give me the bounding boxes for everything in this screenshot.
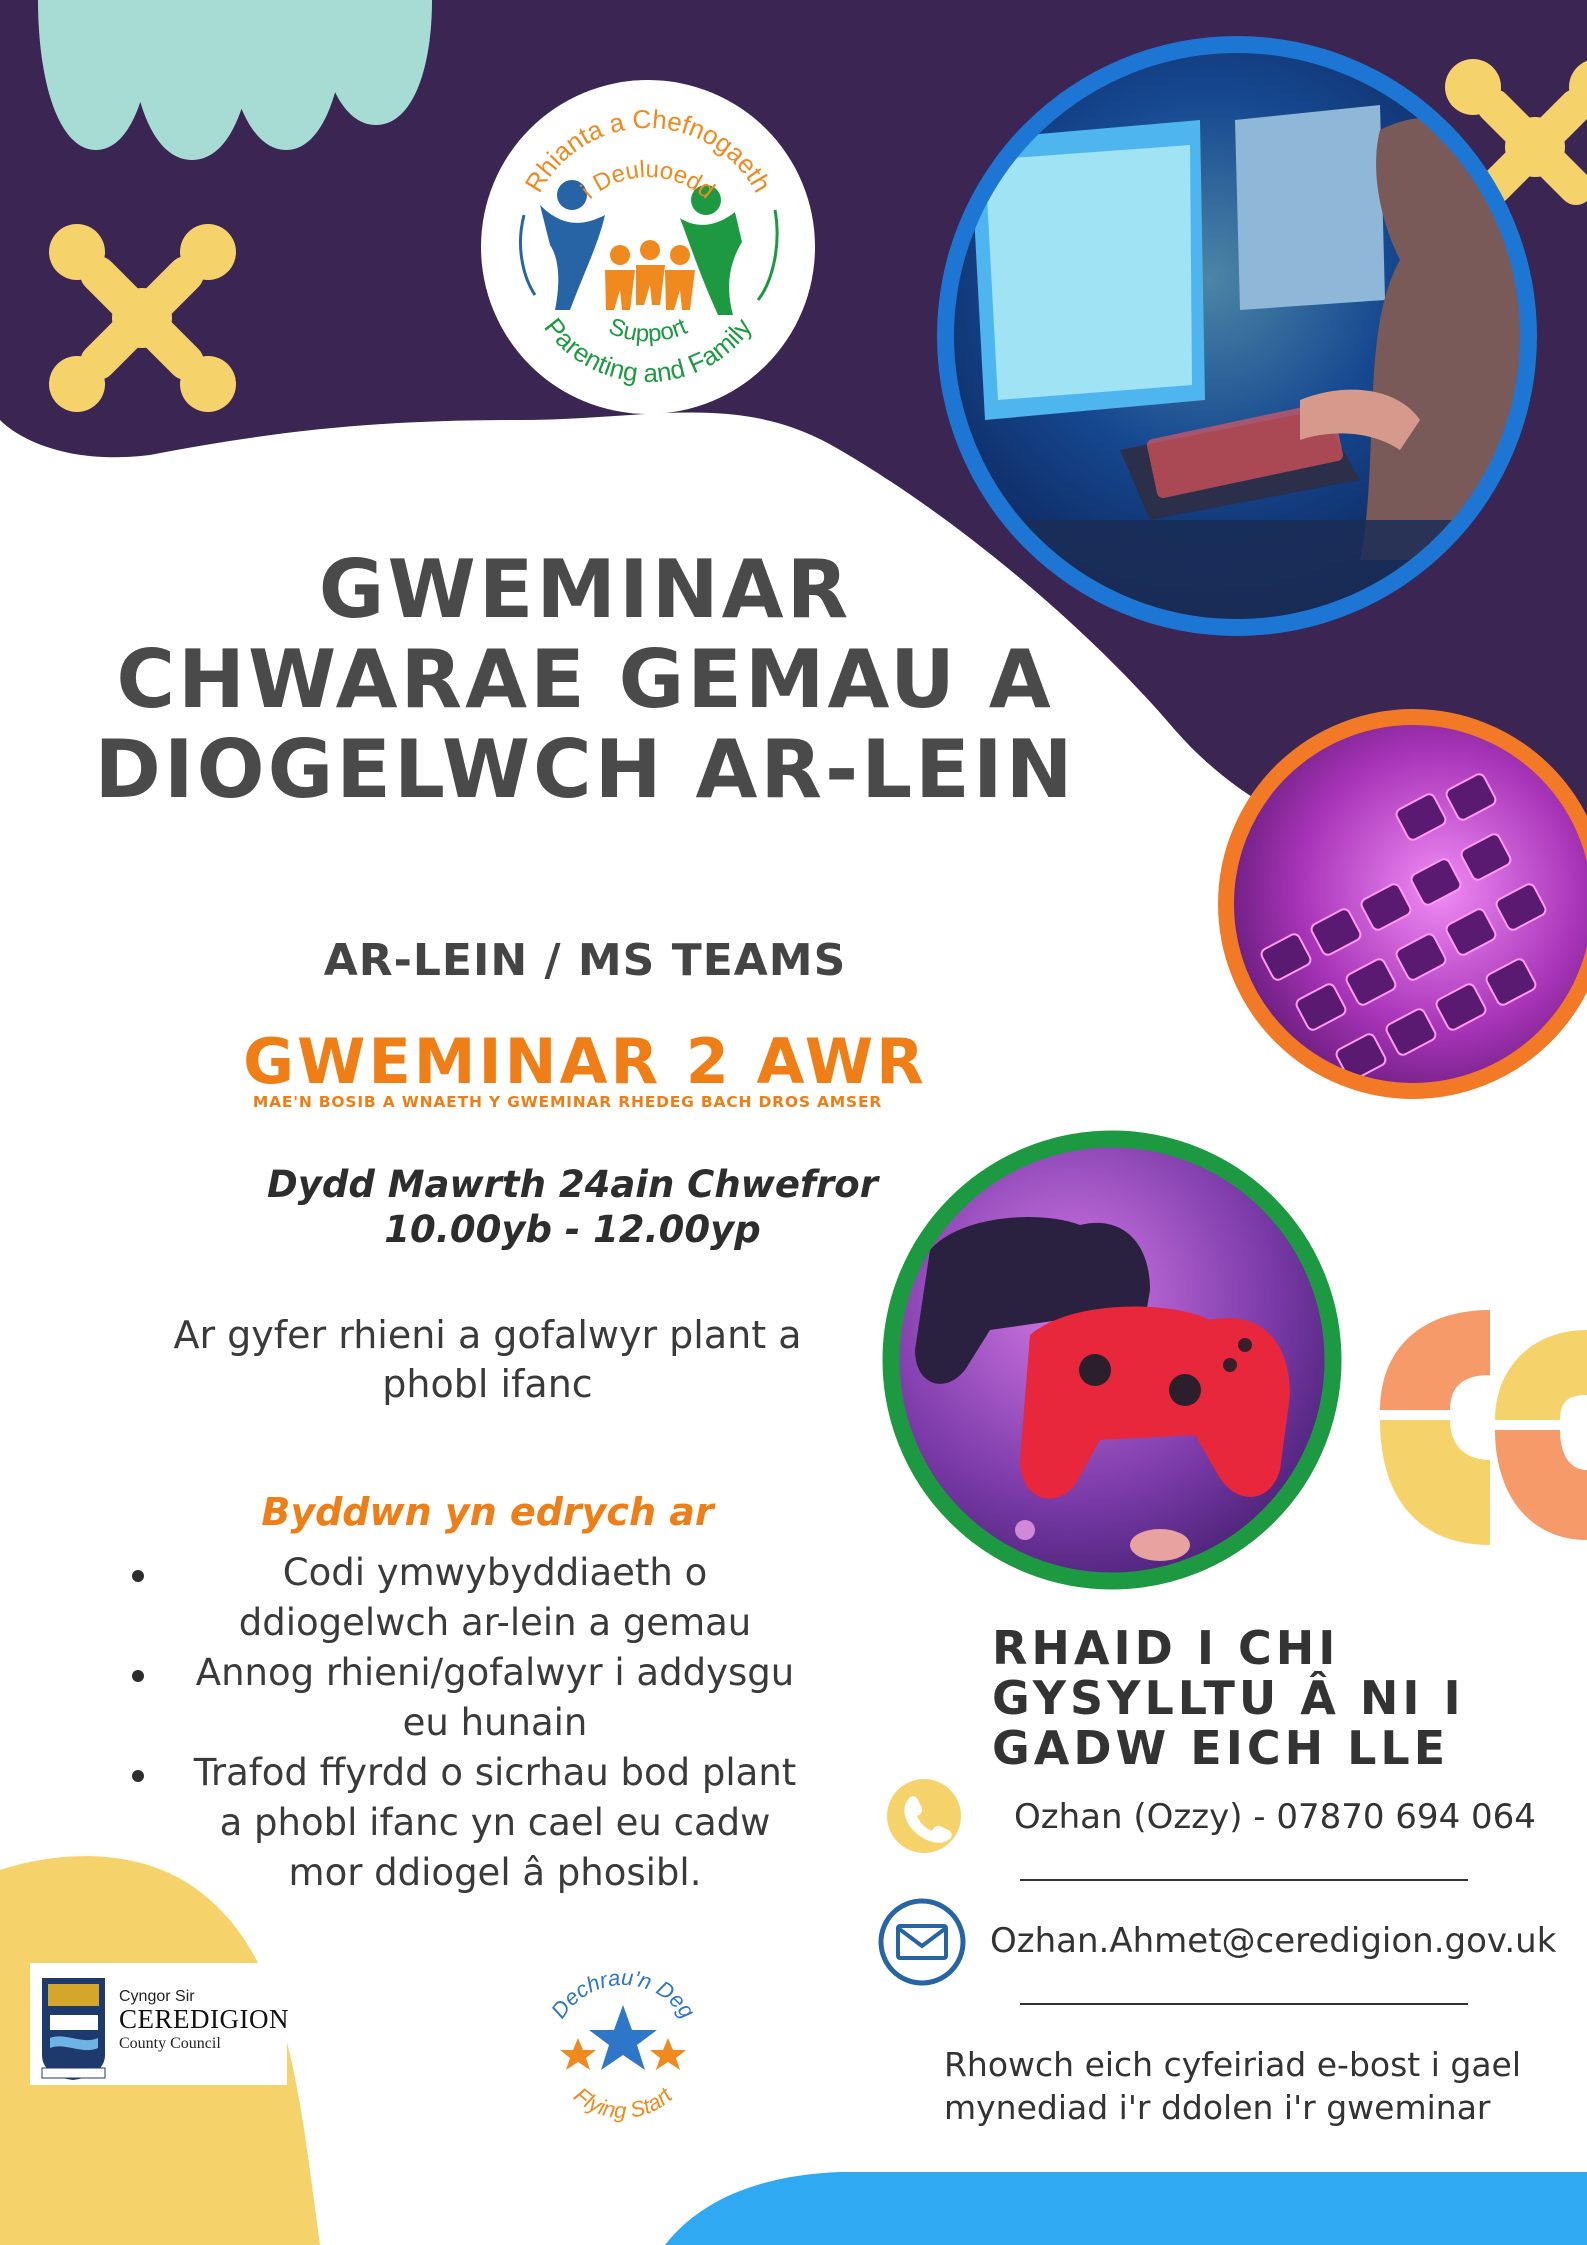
svg-text:i Deuluoedd [576, 156, 720, 205]
duration-heading: GWEMINAR 2 AWR [243, 1025, 927, 1098]
audience-line-1: Ar gyfer rhieni a gofalwyr plant a [173, 1313, 802, 1357]
svg-text:Support [605, 313, 691, 348]
topic-3-line-2: a phobl ifanc yn cael eu cadw [219, 1801, 771, 1844]
contact-heading-line-2: GYSYLLTU Â NI I [992, 1671, 1465, 1725]
parenting-logo-welsh-line2: i Deuluoedd [575, 155, 720, 205]
topic-1-line-2: ddiogelwch ar-lein a gemau [238, 1601, 752, 1644]
platform-label: AR-LEIN / MS TEAMS [323, 935, 847, 986]
topic-3-line-3: mor ddiogel â phosibl. [288, 1851, 702, 1894]
council-logo-line-2: CEREDIGION [119, 2004, 289, 2034]
blue-bottom-right-shape [665, 2172, 1587, 2245]
event-date: Dydd Mawrth 24ain Chwefror [267, 1163, 878, 1206]
parenting-logo-text [481, 80, 815, 414]
council-crest-icon [42, 1978, 105, 2080]
council-logo-line-1: Cyngor Sir [119, 1988, 195, 2005]
topic-3-line-1: Trafod ffyrdd o sicrhau bod plant [193, 1751, 797, 1794]
divider [1020, 1879, 1468, 1881]
topics-heading: Byddwn yn edrych ar [261, 1490, 714, 1534]
registration-note-line-1: Rhowch eich cyfeiriad e-bost i gael [944, 2045, 1522, 2084]
flying-start-welsh: Dechrau'n Deg [545, 1964, 701, 2023]
phone-number[interactable]: Ozhan (Ozzy) - 07870 694 064 [1014, 1797, 1536, 1837]
flying-start-english: Flying Start [569, 2082, 677, 2124]
parenting-logo-english-line2: Support [605, 312, 692, 348]
registration-note-line-2: mynediad i'r ddolen i'r gweminar [944, 2088, 1491, 2127]
svg-text:Dechrau'n Deg [546, 1965, 701, 2023]
keyboard-photo-circle [1220, 710, 1587, 1110]
topic-1-line-1: Codi ymwybyddiaeth o [282, 1551, 708, 1594]
divider [1020, 2003, 1468, 2005]
svg-text:Flying Start [569, 2082, 677, 2123]
list-item [110, 1648, 830, 1748]
title-line-2: CHWARAE GEMAU A [116, 633, 1054, 726]
contact-heading-line-1: RHAID I CHI [992, 1621, 1340, 1675]
list-item [110, 1548, 830, 1648]
envelope-icon [881, 1901, 963, 1983]
orange-yellow-arc-decoration [1380, 1310, 1587, 1545]
email-address[interactable]: Ozhan.Ahmet@ceredigion.gov.uk [990, 1921, 1557, 1961]
duration-note: MAE'N BOSIB A WNAETH Y GWEMINAR RHEDEG BACH DROS AMSER [252, 1093, 883, 1111]
event-time: 10.00yb - 12.00yp [384, 1208, 761, 1251]
title-line-1: GWEMINAR [318, 543, 852, 636]
phone-icon [887, 1779, 961, 1853]
topics-list [110, 1548, 830, 1898]
svg-text:Rhianta a Chefnogaeth [519, 104, 778, 198]
bullet-icon [132, 1570, 144, 1582]
parenting-logo-welsh-line1: Rhianta a Chefnogaeth [518, 103, 778, 198]
title-line-3: DIOGELWCH AR-LEIN [94, 723, 1076, 816]
bullet-icon [132, 1770, 144, 1782]
council-logo-line-3: County Council [119, 2035, 221, 2052]
bullet-icon [132, 1670, 144, 1682]
audience-line-2: phobl ifanc [382, 1362, 593, 1406]
topic-2-line-2: eu hunain [402, 1701, 588, 1744]
contact-heading-line-3: GADW EICH LLE [992, 1721, 1450, 1775]
list-item [110, 1748, 830, 1898]
flying-start-logo-text [538, 1960, 708, 2130]
topic-2-line-1: Annog rhieni/gofalwyr i addysgu [195, 1651, 795, 1694]
parenting-logo-english-line1: Parenting and Family [538, 312, 758, 389]
